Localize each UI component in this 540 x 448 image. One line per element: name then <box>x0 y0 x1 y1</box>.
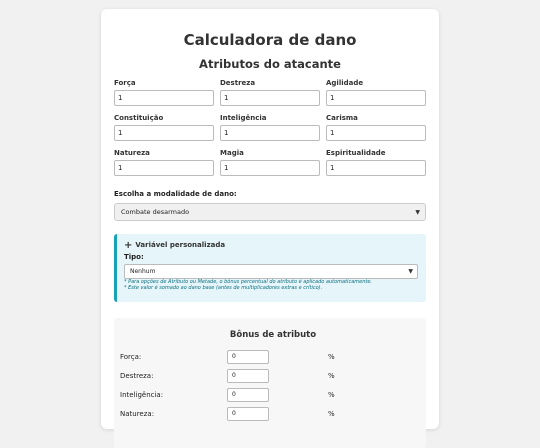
attr-label: Agilidade <box>326 79 364 87</box>
bonus-label: Natureza: <box>120 409 155 418</box>
espiritualidade-input[interactable]: 1 <box>326 160 426 176</box>
attr-agilidade <box>326 79 426 106</box>
bonus-label: Inteligência: <box>120 390 164 399</box>
attr-label: Inteligência <box>220 114 267 122</box>
natureza-input[interactable]: 1 <box>114 160 214 176</box>
percent-unit: % <box>328 409 335 418</box>
attr-espiritualidade <box>326 149 426 176</box>
plus-icon: + <box>124 240 133 251</box>
bonus-row <box>120 404 426 423</box>
page-title: Calculadora de dano <box>183 31 357 49</box>
bonus-row <box>120 347 426 366</box>
attr-magia <box>220 149 320 176</box>
bonus-inteligencia-input[interactable]: 0 <box>227 388 269 402</box>
custom-variable-header[interactable] <box>124 241 418 250</box>
attr-label: Magia <box>220 149 244 157</box>
custom-note-2: * Este valor é somado ao dano base (antes de multiplicadores extras e crítico). <box>124 285 323 291</box>
attr-forca <box>114 79 214 106</box>
type-select-value: Nenhum <box>130 268 156 275</box>
custom-note-1: * Para opções de Atributo ou Metade, o bônus percentual do atributo é aplicado automaticamente. <box>124 279 373 285</box>
bonus-label: Força: <box>120 352 142 361</box>
percent-unit: % <box>328 352 335 361</box>
damage-mode-label: Escolha a modalidade de dano: <box>114 190 237 198</box>
attr-label: Carisma <box>326 114 358 122</box>
attribute-grid <box>114 79 426 176</box>
constituicao-input[interactable]: 1 <box>114 125 214 141</box>
damage-mode-select[interactable] <box>114 203 426 221</box>
attr-inteligencia <box>220 114 320 141</box>
inteligencia-input[interactable]: 1 <box>220 125 320 141</box>
chevron-down-icon: ▼ <box>415 208 420 216</box>
attr-label: Destreza <box>220 79 256 87</box>
damage-mode-value: Combate desarmado <box>121 208 190 216</box>
attr-label: Constituição <box>114 114 164 122</box>
calculator-card <box>101 9 439 429</box>
custom-variable-title: Variável personalizada <box>135 241 226 249</box>
bonus-forca-input[interactable]: 0 <box>227 350 269 364</box>
attr-carisma <box>326 114 426 141</box>
percent-unit: % <box>328 390 335 399</box>
attr-label: Espiritualidade <box>326 149 386 157</box>
attacker-section-title: Atributos do atacante <box>199 57 341 71</box>
carisma-input[interactable]: 1 <box>326 125 426 141</box>
type-label: Tipo: <box>124 253 144 261</box>
attr-label: Força <box>114 79 136 87</box>
custom-variable-panel <box>114 234 426 302</box>
destreza-input[interactable]: 1 <box>220 90 320 106</box>
bonus-label: Destreza: <box>120 371 154 380</box>
bonus-row <box>120 366 426 385</box>
forca-input[interactable]: 1 <box>114 90 214 106</box>
attr-destreza <box>220 79 320 106</box>
bonus-row <box>120 385 426 404</box>
type-select[interactable] <box>124 264 418 279</box>
attr-constituicao <box>114 114 214 141</box>
attr-natureza <box>114 149 214 176</box>
bonus-destreza-input[interactable]: 0 <box>227 369 269 383</box>
attribute-bonus-panel <box>114 318 426 448</box>
bonus-title: Bônus de atributo <box>229 330 317 340</box>
attr-label: Natureza <box>114 149 150 157</box>
chevron-down-icon: ▼ <box>408 268 413 275</box>
percent-unit: % <box>328 371 335 380</box>
agilidade-input[interactable]: 1 <box>326 90 426 106</box>
bonus-natureza-input[interactable]: 0 <box>227 407 269 421</box>
magia-input[interactable]: 1 <box>220 160 320 176</box>
